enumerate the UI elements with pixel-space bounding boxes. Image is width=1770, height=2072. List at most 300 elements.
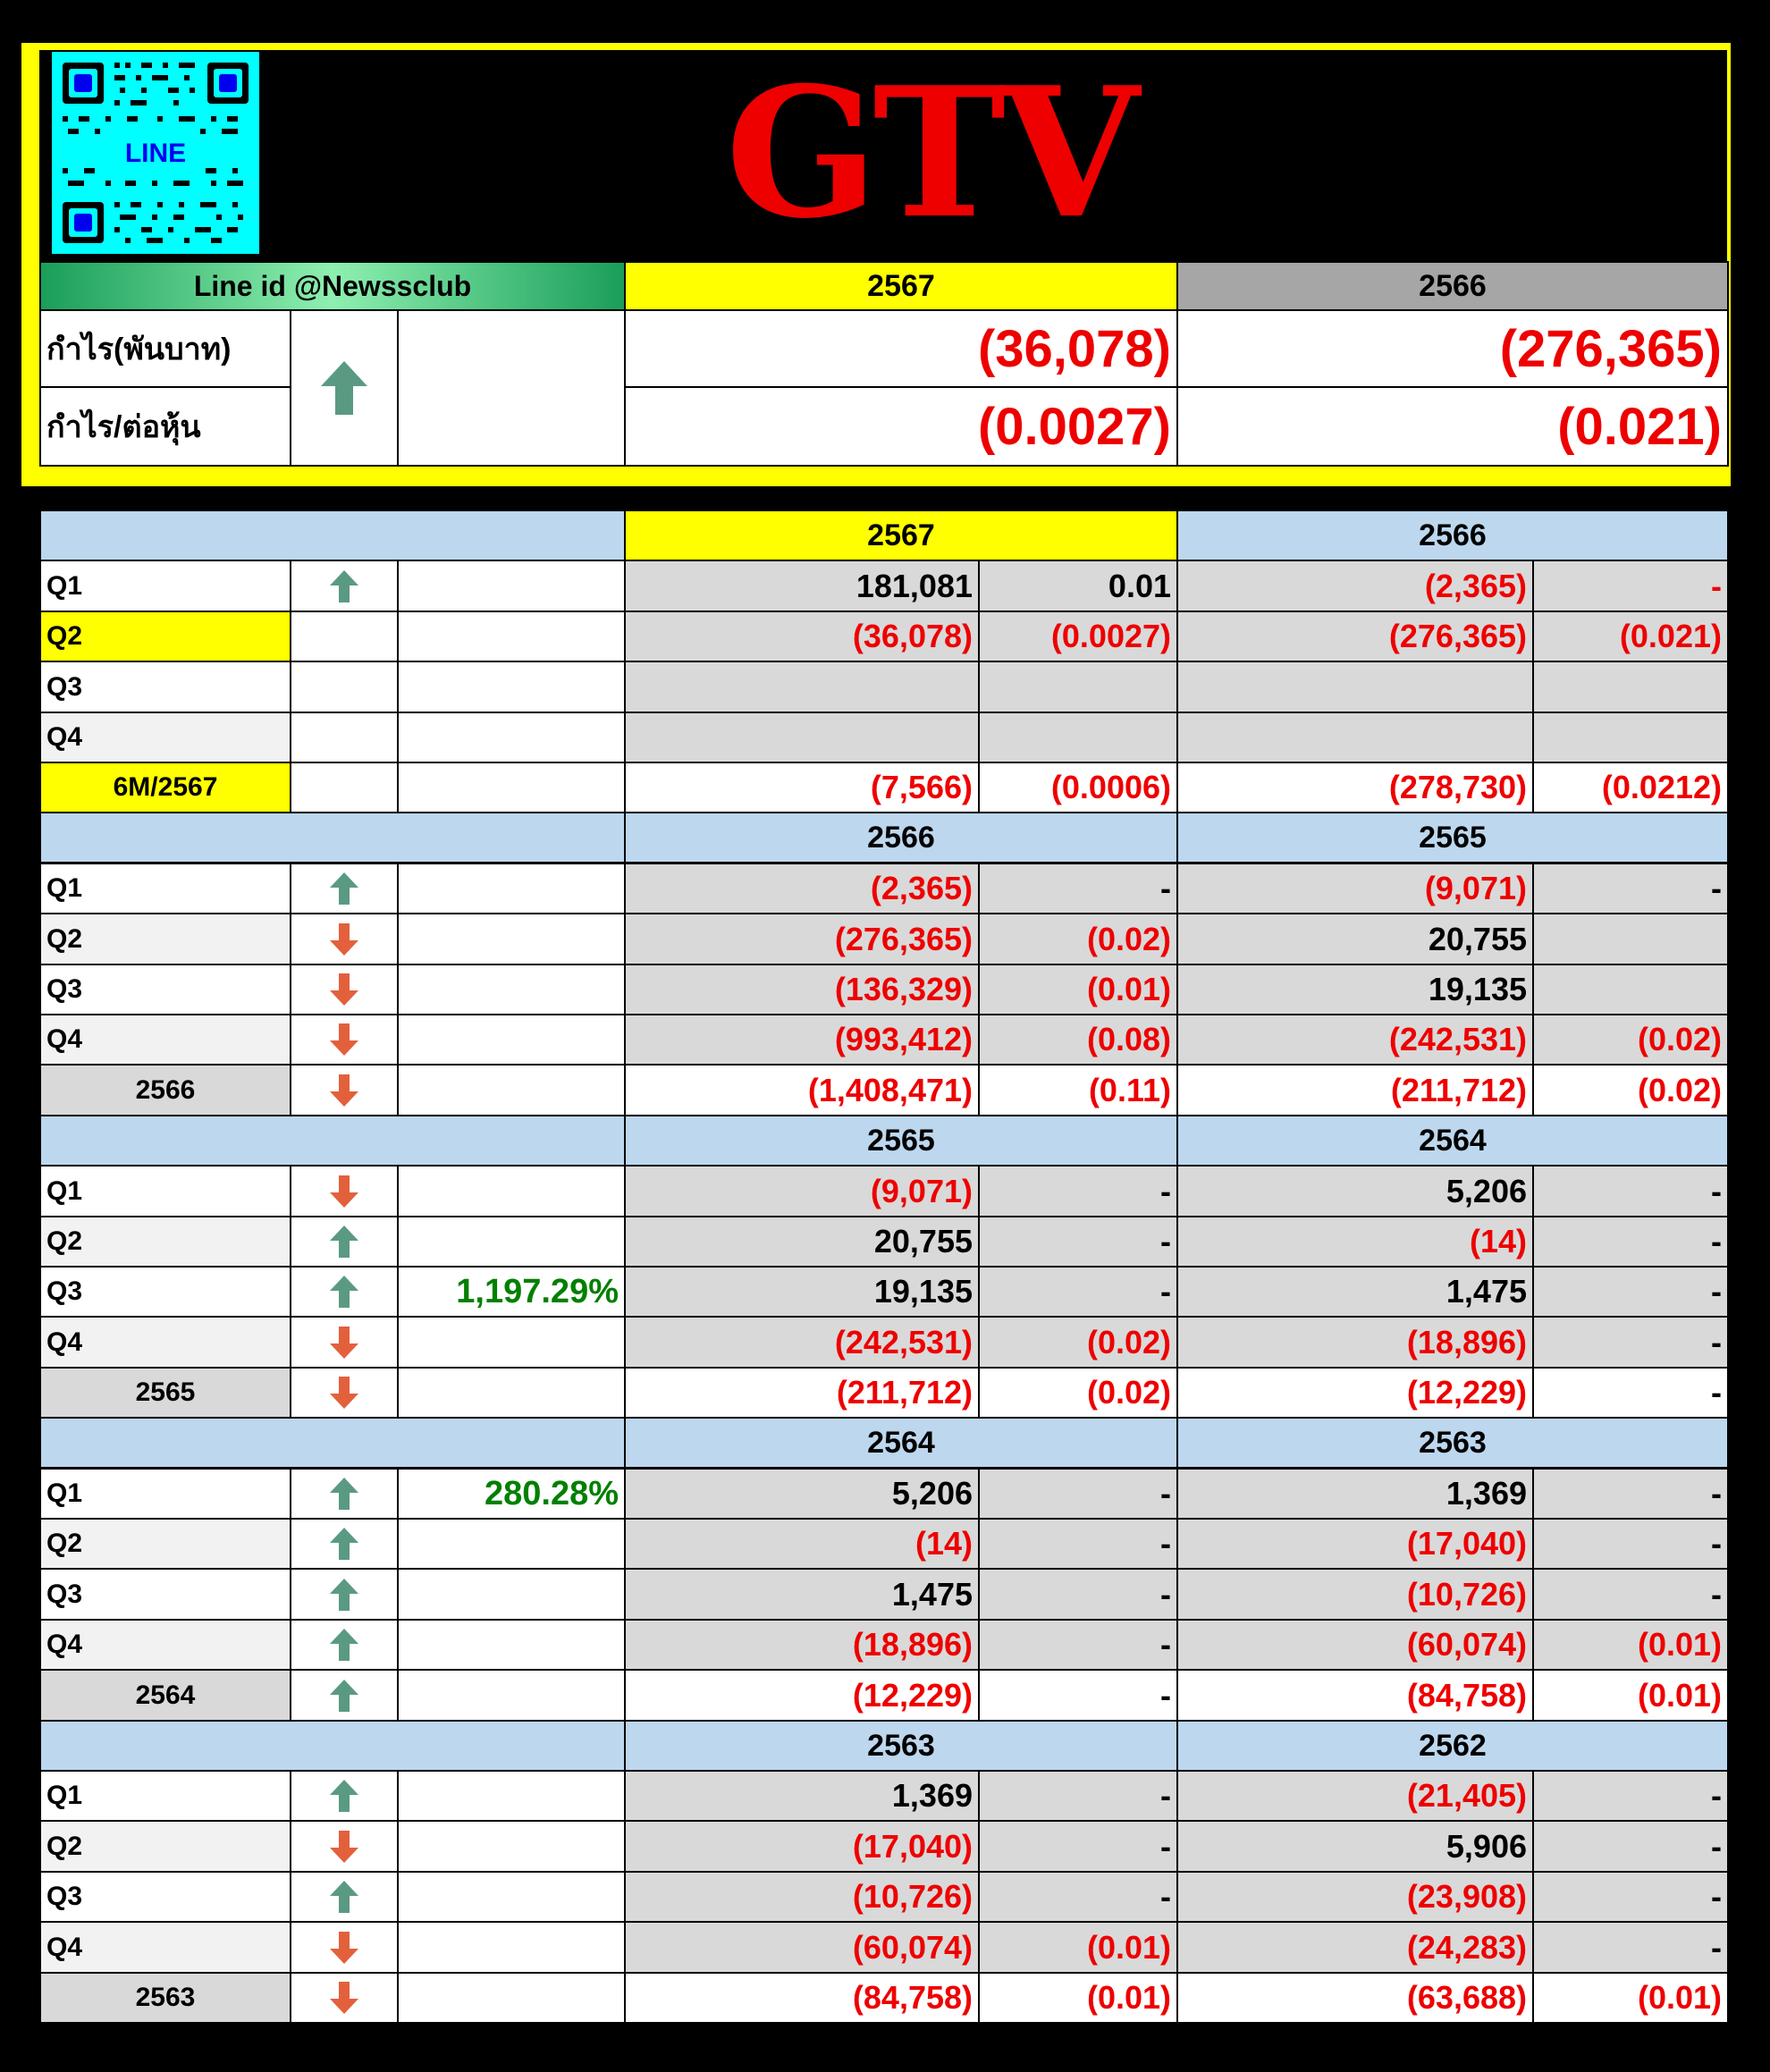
row-trend-cell [290, 1316, 399, 1369]
row-label-cell [39, 712, 291, 763]
row-right-eps: (0.01) [1637, 1676, 1722, 1714]
profit-prev: (276,365) [1499, 319, 1722, 378]
row-pct-cell [397, 762, 626, 813]
row-left-eps-cell [978, 1518, 1178, 1570]
row-label-cell [39, 1518, 291, 1570]
header-trend-cell [290, 309, 399, 467]
row-left-value: 5,206 [891, 1475, 973, 1512]
eps-label-cell [39, 386, 291, 467]
row-pct-change: 280.28% [484, 1474, 619, 1512]
row-right-value: (63,688) [1406, 1979, 1527, 2016]
row-right-value-cell [1176, 560, 1534, 612]
row-right-eps: - [1711, 1475, 1722, 1512]
row-right-eps-cell [1532, 1921, 1729, 1974]
row-left-value-cell [624, 762, 980, 813]
header-year-prev-label: 2566 [1419, 268, 1487, 303]
row-left-value: (993,412) [834, 1021, 973, 1057]
row-label: 2564 [135, 1680, 196, 1710]
row-left-eps-cell [978, 560, 1178, 612]
row-left-eps: - [1160, 1172, 1171, 1209]
row-label: Q4 [46, 722, 83, 752]
row-left-value-cell [624, 1871, 980, 1923]
row-label-cell [39, 1619, 291, 1671]
row-left-eps: (0.02) [1086, 920, 1171, 957]
section-year-left [624, 812, 1178, 863]
row-left-value: (36,078) [852, 618, 973, 654]
row-trend-cell [290, 1216, 399, 1268]
row-left-eps-cell [978, 712, 1178, 763]
row-right-eps-cell [1532, 1568, 1729, 1621]
arrow-down-icon [329, 1023, 359, 1057]
row-left-value: (9,071) [870, 1172, 973, 1209]
profit-current: (36,078) [977, 319, 1171, 378]
row-label-cell [39, 1820, 291, 1873]
row-right-value-cell [1176, 1820, 1534, 1873]
row-right-eps: (0.0212) [1601, 769, 1722, 805]
row-label: 6M/2567 [113, 772, 218, 802]
row-left-eps: - [1160, 870, 1171, 906]
row-pct-cell [397, 560, 626, 612]
arrow-down-icon [329, 1830, 359, 1864]
row-left-value-cell [624, 1064, 980, 1116]
row-pct-cell [397, 1266, 626, 1318]
row-left-eps: - [1160, 1223, 1171, 1259]
row-right-value: (211,712) [1390, 1071, 1527, 1108]
row-pct-cell [397, 1568, 626, 1621]
row-left-value: 20,755 [873, 1223, 973, 1259]
section-year-right [1176, 1115, 1729, 1167]
row-label-cell [39, 964, 291, 1015]
row-label: Q3 [46, 974, 83, 1004]
arrow-up-icon [329, 1880, 359, 1914]
row-pct-cell [397, 1518, 626, 1570]
row-pct-cell [397, 1064, 626, 1116]
row-left-value: (2,365) [870, 870, 973, 906]
row-pct-cell [397, 1316, 626, 1369]
row-right-value: (10,726) [1406, 1575, 1527, 1613]
row-trend-cell [290, 1568, 399, 1621]
row-right-value-cell [1176, 1165, 1534, 1217]
arrow-down-icon [329, 1931, 359, 1965]
section-year-left-label: 2567 [867, 518, 935, 552]
row-pct-cell [397, 1367, 626, 1419]
row-right-eps-cell [1532, 964, 1729, 1015]
row-right-eps-cell [1532, 1518, 1729, 1570]
row-trend-cell [290, 1972, 399, 2024]
row-right-value: (84,758) [1406, 1676, 1527, 1714]
row-right-eps: - [1711, 1928, 1722, 1966]
row-right-value-cell [1176, 712, 1534, 763]
header-year-prev [1176, 261, 1729, 311]
row-trend-cell [290, 863, 399, 914]
row-left-value-cell [624, 1619, 980, 1671]
qr-code[interactable] [52, 52, 259, 254]
section-year-left-label: 2565 [867, 1123, 935, 1158]
page-title: GTV [725, 48, 1134, 258]
row-right-eps: (0.01) [1637, 1979, 1722, 2016]
row-left-eps-cell [978, 611, 1178, 662]
section-year-left [624, 1720, 1178, 1772]
row-pct-cell [397, 611, 626, 662]
row-left-eps: (0.01) [1086, 971, 1171, 1007]
row-right-eps-cell [1532, 1014, 1729, 1065]
row-right-eps: - [1711, 1374, 1722, 1411]
row-trend-cell [290, 1871, 399, 1923]
section-year-left [624, 1115, 1178, 1167]
row-left-value-cell [624, 611, 980, 662]
arrow-up-icon [329, 1578, 359, 1612]
row-label-cell [39, 1972, 291, 2024]
row-left-value-cell [624, 712, 980, 763]
row-pct-cell [397, 863, 626, 914]
profit-current-cell [624, 309, 1178, 388]
eps-label: กำไร/ต่อหุ้น [46, 410, 201, 444]
row-label-cell [39, 1216, 291, 1268]
row-trend-cell [290, 1669, 399, 1722]
row-left-eps-cell [978, 1367, 1178, 1419]
row-right-value: (60,074) [1406, 1626, 1527, 1663]
row-left-eps: - [1160, 1676, 1171, 1714]
row-right-value-cell [1176, 1770, 1534, 1822]
row-right-eps: (0.021) [1619, 618, 1722, 654]
arrow-up-icon [329, 569, 359, 603]
section-header-blank [39, 1115, 626, 1167]
row-left-value: (136,329) [834, 971, 973, 1007]
row-label-cell [39, 762, 291, 813]
row-left-eps-cell [978, 661, 1178, 713]
row-label: 2566 [135, 1074, 196, 1105]
section-header-blank [39, 812, 626, 863]
row-left-value-cell [624, 1165, 980, 1217]
row-label: 2563 [135, 1983, 196, 2012]
row-right-value-cell [1176, 1216, 1534, 1268]
row-right-value-cell [1176, 863, 1534, 914]
row-left-eps-cell [978, 1468, 1178, 1520]
row-right-value-cell [1176, 611, 1534, 662]
row-left-value: 19,135 [873, 1273, 973, 1310]
row-left-eps: (0.01) [1086, 1928, 1171, 1966]
row-right-eps-cell [1532, 762, 1729, 813]
row-left-value-cell [624, 1316, 980, 1369]
row-left-eps-cell [978, 1820, 1178, 1873]
section-year-right-label: 2566 [1419, 518, 1487, 552]
eps-prev-cell [1176, 386, 1729, 467]
row-right-value-cell [1176, 1669, 1534, 1722]
row-pct-cell [397, 1216, 626, 1268]
row-label: Q1 [46, 1478, 83, 1508]
arrow-up-icon [329, 1225, 359, 1259]
row-label-cell [39, 1871, 291, 1923]
eps-prev: (0.021) [1557, 397, 1722, 456]
row-right-value-cell [1176, 1014, 1534, 1065]
row-label-cell [39, 1165, 291, 1217]
row-label-cell [39, 1770, 291, 1822]
row-pct-cell [397, 661, 626, 713]
section-year-right [1176, 510, 1729, 561]
row-left-value-cell [624, 1921, 980, 1974]
row-right-eps-cell [1532, 1619, 1729, 1671]
row-right-eps-cell [1532, 1669, 1729, 1722]
row-trend-cell [290, 913, 399, 965]
row-left-eps: - [1160, 1475, 1171, 1512]
row-pct-cell [397, 1165, 626, 1217]
section-year-left [624, 510, 1178, 561]
row-left-eps: (0.08) [1086, 1021, 1171, 1057]
header-blank-cell [397, 309, 626, 467]
row-left-value-cell [624, 1014, 980, 1065]
row-left-value-cell [624, 1367, 980, 1419]
row-left-eps-cell [978, 1972, 1178, 2024]
row-left-value: (18,896) [852, 1626, 973, 1663]
row-left-eps: (0.11) [1088, 1071, 1171, 1108]
arrow-up-icon [329, 1275, 359, 1309]
row-left-eps: (0.0027) [1050, 618, 1171, 654]
row-left-eps-cell [978, 964, 1178, 1015]
row-right-value-cell [1176, 1871, 1534, 1923]
section-year-right-label: 2565 [1419, 820, 1487, 855]
row-right-eps-cell [1532, 1871, 1729, 1923]
section-header-blank [39, 1720, 626, 1772]
section-year-left [624, 1417, 1178, 1469]
row-right-value: (2,365) [1424, 567, 1527, 604]
row-right-eps-cell [1532, 1165, 1729, 1217]
header-year-current-label: 2567 [867, 268, 935, 303]
row-trend-cell [290, 1921, 399, 1974]
row-pct-cell [397, 1921, 626, 1974]
row-trend-cell [290, 1518, 399, 1570]
row-label: Q2 [46, 621, 83, 651]
row-left-value-cell [624, 560, 980, 612]
row-right-value-cell [1176, 1568, 1534, 1621]
row-left-value-cell [624, 1216, 980, 1268]
row-trend-cell [290, 712, 399, 763]
section-year-right-label: 2564 [1419, 1123, 1487, 1158]
row-trend-cell [290, 1770, 399, 1822]
row-left-eps: - [1160, 1273, 1171, 1310]
row-right-eps-cell [1532, 712, 1729, 763]
row-right-eps-cell [1532, 661, 1729, 713]
row-label-cell [39, 661, 291, 713]
row-right-value: (14) [1469, 1223, 1527, 1259]
row-label-cell [39, 560, 291, 612]
row-right-eps-cell [1532, 1064, 1729, 1116]
section-year-right-label: 2563 [1419, 1425, 1487, 1460]
row-label: Q4 [46, 1932, 83, 1962]
row-left-eps-cell [978, 1669, 1178, 1722]
row-right-value: (17,040) [1406, 1525, 1527, 1562]
row-left-value: (17,040) [852, 1827, 973, 1865]
row-left-eps-cell [978, 1216, 1178, 1268]
row-label: Q2 [46, 923, 83, 954]
row-left-eps-cell [978, 1064, 1178, 1116]
row-right-value: 1,369 [1446, 1475, 1527, 1512]
row-left-eps-cell [978, 1266, 1178, 1318]
row-label-cell [39, 1568, 291, 1621]
row-pct-cell [397, 1972, 626, 2024]
arrow-up-icon [329, 1527, 359, 1561]
row-left-value: (242,531) [834, 1323, 973, 1360]
row-right-eps-cell [1532, 863, 1729, 914]
section-header-blank [39, 510, 626, 561]
arrow-down-icon [329, 922, 359, 956]
row-pct-cell [397, 1619, 626, 1671]
row-left-value-cell [624, 661, 980, 713]
row-right-eps: - [1711, 1525, 1722, 1562]
row-label-cell [39, 1921, 291, 1974]
row-right-value: (24,283) [1406, 1928, 1527, 1966]
row-right-value: 1,475 [1446, 1273, 1527, 1310]
section-year-right [1176, 1720, 1729, 1772]
arrow-up-icon [329, 1779, 359, 1813]
row-label: Q2 [46, 1226, 83, 1256]
row-right-eps: - [1711, 1827, 1722, 1865]
row-label: Q4 [46, 1327, 83, 1357]
row-label: Q3 [46, 1579, 83, 1609]
row-right-eps: - [1711, 567, 1722, 604]
row-left-eps-cell [978, 1165, 1178, 1217]
row-right-value-cell [1176, 1266, 1534, 1318]
row-left-value: (12,229) [852, 1676, 973, 1714]
row-right-value: (12,229) [1406, 1374, 1527, 1411]
arrow-down-icon [329, 1376, 359, 1410]
arrow-up-icon [319, 359, 369, 417]
row-left-value-cell [624, 1669, 980, 1722]
row-label-cell [39, 1669, 291, 1722]
row-right-value-cell [1176, 1468, 1534, 1520]
row-right-eps-cell [1532, 1770, 1729, 1822]
row-right-eps: (0.02) [1637, 1021, 1722, 1057]
row-trend-cell [290, 1266, 399, 1318]
row-right-value-cell [1176, 1064, 1534, 1116]
row-pct-cell [397, 1770, 626, 1822]
section-year-left-label: 2566 [867, 820, 935, 855]
row-label: Q2 [46, 1529, 83, 1558]
row-left-eps: (0.02) [1086, 1323, 1171, 1360]
row-right-eps-cell [1532, 560, 1729, 612]
header-year-current [624, 261, 1178, 311]
section-year-left-label: 2564 [867, 1425, 935, 1460]
row-left-eps-cell [978, 1871, 1178, 1923]
row-left-value-cell [624, 863, 980, 914]
row-left-eps: - [1160, 1575, 1171, 1613]
row-left-value-cell [624, 1266, 980, 1318]
row-label: Q1 [46, 1175, 83, 1206]
row-pct-cell [397, 913, 626, 965]
row-right-value: (21,405) [1406, 1777, 1527, 1814]
row-trend-cell [290, 1619, 399, 1671]
row-left-eps-cell [978, 1770, 1178, 1822]
row-label-cell [39, 1468, 291, 1520]
row-left-value: (211,712) [836, 1374, 973, 1411]
row-trend-cell [290, 1820, 399, 1873]
row-left-value: (60,074) [852, 1928, 973, 1966]
qr-line-label: LINE [124, 139, 187, 168]
row-trend-cell [290, 611, 399, 662]
row-trend-cell [290, 560, 399, 612]
row-right-value-cell [1176, 1316, 1534, 1369]
section-year-right [1176, 1417, 1729, 1469]
row-right-eps: - [1711, 870, 1722, 906]
row-right-eps-cell [1532, 1216, 1729, 1268]
row-right-eps-cell [1532, 1972, 1729, 2024]
row-right-eps: - [1711, 1273, 1722, 1310]
row-label-cell [39, 1014, 291, 1065]
row-right-eps: - [1711, 1878, 1722, 1915]
row-right-eps-cell [1532, 1266, 1729, 1318]
row-right-value-cell [1176, 1367, 1534, 1419]
row-right-eps-cell [1532, 1316, 1729, 1369]
row-left-value: 181,081 [856, 567, 973, 604]
section-header-blank [39, 1417, 626, 1469]
row-left-value: (84,758) [852, 1979, 973, 2016]
row-label-cell [39, 611, 291, 662]
row-label: Q3 [46, 1882, 83, 1911]
row-right-value: (242,531) [1388, 1021, 1527, 1057]
row-label-cell [39, 1266, 291, 1318]
row-left-value: (7,566) [870, 769, 973, 805]
row-left-eps: - [1160, 1878, 1171, 1915]
row-right-eps: - [1711, 1575, 1722, 1613]
row-label-cell [39, 1367, 291, 1419]
row-pct-cell [397, 1468, 626, 1520]
row-label: Q4 [46, 1630, 83, 1659]
row-label-cell [39, 913, 291, 965]
arrow-up-icon [329, 1628, 359, 1662]
row-left-value: (14) [914, 1525, 973, 1562]
row-right-value-cell [1176, 1921, 1534, 1974]
row-trend-cell [290, 1165, 399, 1217]
row-left-eps: - [1160, 1777, 1171, 1814]
row-right-eps: (0.02) [1637, 1071, 1722, 1108]
row-left-value-cell [624, 1468, 980, 1520]
section-year-right [1176, 812, 1729, 863]
row-label: Q3 [46, 671, 83, 702]
row-trend-cell [290, 1014, 399, 1065]
eps-current-cell [624, 386, 1178, 467]
row-left-eps-cell [978, 1316, 1178, 1369]
profit-label-cell [39, 309, 291, 388]
profit-prev-cell [1176, 309, 1729, 388]
arrow-down-icon [329, 1981, 359, 2015]
row-left-eps-cell [978, 1921, 1178, 1974]
row-right-eps: - [1711, 1172, 1722, 1209]
row-right-value: (276,365) [1388, 618, 1527, 654]
row-label-cell [39, 1064, 291, 1116]
row-trend-cell [290, 964, 399, 1015]
row-right-eps-cell [1532, 1367, 1729, 1419]
row-left-eps: (0.0006) [1050, 769, 1171, 805]
row-right-value: 19,135 [1428, 971, 1527, 1007]
arrow-down-icon [329, 1326, 359, 1360]
row-pct-cell [397, 964, 626, 1015]
row-right-eps: - [1711, 1323, 1722, 1360]
row-left-value-cell [624, 1568, 980, 1621]
line-id-cell[interactable] [39, 261, 626, 311]
row-left-eps-cell [978, 1568, 1178, 1621]
row-right-value-cell [1176, 1619, 1534, 1671]
section-year-right-label: 2562 [1419, 1728, 1487, 1763]
row-left-eps: - [1160, 1525, 1171, 1562]
row-left-value: (1,408,471) [807, 1071, 973, 1108]
row-right-eps-cell [1532, 1820, 1729, 1873]
row-trend-cell [290, 1367, 399, 1419]
row-label-cell [39, 863, 291, 914]
row-label: Q1 [46, 873, 83, 903]
eps-current: (0.0027) [977, 397, 1171, 456]
row-left-value-cell [624, 964, 980, 1015]
section-year-left-label: 2563 [867, 1728, 935, 1763]
row-trend-cell [290, 1468, 399, 1520]
